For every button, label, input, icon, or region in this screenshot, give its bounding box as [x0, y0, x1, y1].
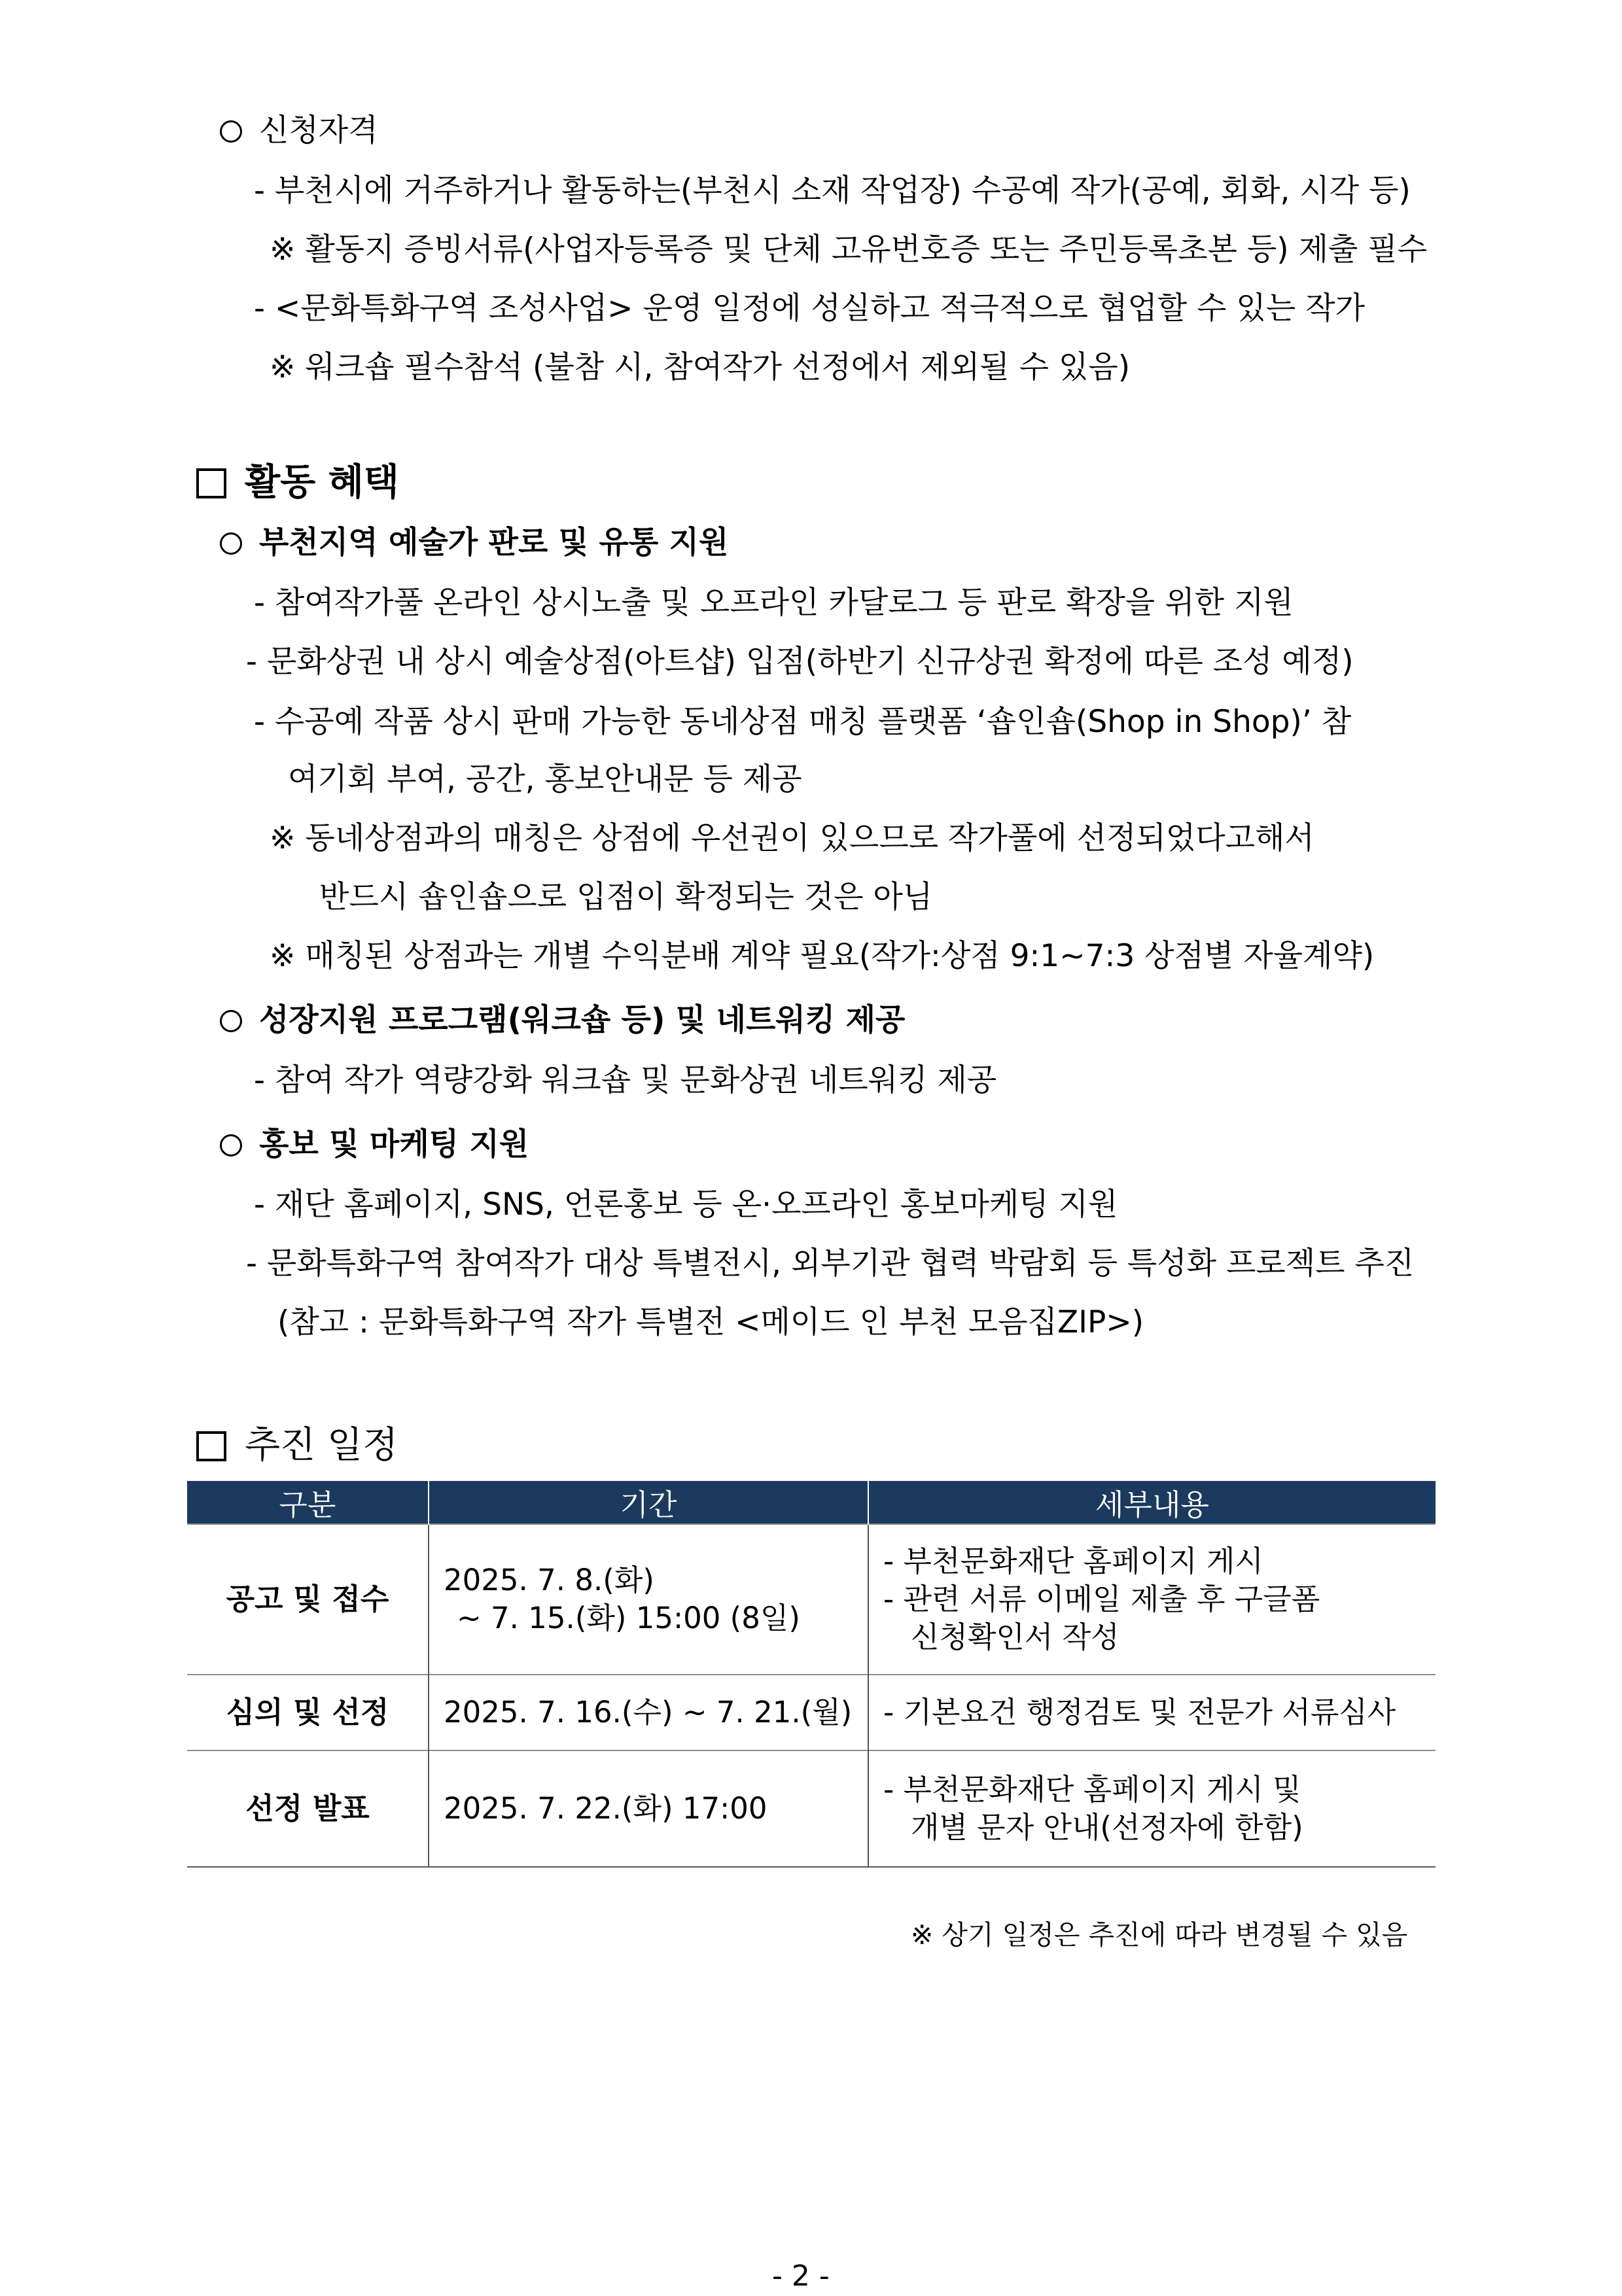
period-line: 2025. 7. 8.(화)	[444, 1563, 654, 1597]
benefits-sub1-heading-text: 부천지역 예술가 판로 및 유통 지원	[259, 525, 729, 561]
circle-bullet-icon	[220, 1134, 242, 1157]
stage-cell: 공고 및 접수	[187, 1524, 429, 1675]
column-header: 구분	[187, 1481, 429, 1524]
period-line: 2025. 7. 22.(화) 17:00	[444, 1791, 767, 1826]
benefits-sub3-line: - 문화특화구역 참여작가 대상 특별전시, 외부기관 협력 박람회 등 특성화 프로젝트 추진	[246, 1245, 1415, 1281]
benefits-sub2-heading-text: 성장지원 프로그램(워크숍 등) 및 네트워킹 제공	[259, 1002, 906, 1038]
circle-bullet-icon	[220, 532, 242, 555]
detail-line: - 부천문화재단 홈페이지 게시	[883, 1544, 1263, 1578]
benefits-section-title	[196, 459, 399, 506]
benefits-sub2-heading	[220, 1001, 905, 1040]
benefits-sub1-line: - 문화상권 내 상시 예술상점(아트샵) 입점(하반기 신규상권 확정에 따른 조성 예정)	[246, 644, 1354, 680]
detail-line: 개별 문자 안내(선정자에 한함)	[911, 1810, 1303, 1845]
detail-line: - 기본요건 행정검토 및 전문가 서류심사	[883, 1695, 1396, 1730]
eligibility-item: - <문화특화구역 조성사업> 운영 일정에 성실하고 적극적으로 협업할 수 있는 작가	[254, 290, 1365, 326]
circle-bullet-icon	[220, 120, 242, 143]
detail-cell	[868, 1750, 1436, 1867]
benefits-sub3-heading-text: 홍보 및 마케팅 지원	[259, 1126, 529, 1162]
detail-cell	[868, 1524, 1436, 1675]
schedule-table	[187, 1481, 1436, 1868]
eligibility-note: ※ 활동지 증빙서류(사업자등록증 및 단체 고유번호증 또는 주민등록초본 등) 제출 필수	[270, 232, 1428, 268]
period-line: 2025. 7. 16.(수) ~ 7. 21.(월)	[444, 1695, 853, 1730]
detail-line: - 관련 서류 이메일 제출 후 구글폼	[883, 1582, 1320, 1616]
table-row	[187, 1524, 1436, 1675]
eligibility-heading	[220, 111, 378, 150]
benefits-sub2-line: - 참여 작가 역량강화 워크숍 및 문화상권 네트워킹 제공	[254, 1062, 997, 1098]
eligibility-heading-text: 신청자격	[259, 113, 378, 148]
schedule-note: ※ 상기 일정은 추진에 따라 변경될 수 있음	[911, 1919, 1408, 1951]
period-line: ~ 7. 15.(화) 15:00 (8일)	[457, 1601, 800, 1635]
period-cell	[429, 1675, 868, 1750]
stage-cell: 심의 및 선정	[187, 1675, 429, 1750]
benefits-sub1-note: ※ 동네상점과의 매칭은 상점에 우선권이 있으므로 작가풀에 선정되었다고해서	[270, 820, 1314, 856]
stage-cell: 선정 발표	[187, 1750, 429, 1867]
eligibility-item: - 부천시에 거주하거나 활동하는(부천시 소재 작업장) 수공예 작가(공예, 회화, 시각 등)	[254, 173, 1411, 209]
schedule-title-text: 추진 일정	[245, 1424, 398, 1467]
detail-cell	[868, 1675, 1436, 1750]
benefits-sub3-heading	[220, 1125, 529, 1164]
circle-bullet-icon	[220, 1010, 242, 1032]
period-cell	[429, 1750, 868, 1867]
benefits-sub1-note: ※ 매칭된 상점과는 개별 수익분배 계약 필요(작가:상점 9:1~7:3 상점별 자율계약)	[270, 938, 1375, 974]
column-header: 기간	[429, 1481, 868, 1524]
benefits-sub3-line: (참고 : 문화특화구역 작가 특별전 <메이드 인 부천 모음집ZIP>)	[277, 1304, 1144, 1340]
benefits-sub1-line: - 참여작가풀 온라인 상시노출 및 오프라인 카달로그 등 판로 확장을 위한 지원	[254, 585, 1294, 621]
table-row	[187, 1675, 1436, 1750]
checkbox-square-icon	[196, 468, 226, 498]
period-cell	[429, 1524, 868, 1675]
benefits-sub3-line: - 재단 홈페이지, SNS, 언론홍보 등 온·오프라인 홍보마케팅 지원	[254, 1187, 1118, 1223]
detail-line: 신청확인서 작성	[911, 1620, 1120, 1654]
eligibility-note: ※ 워크숍 필수참석 (불참 시, 참여작가 선정에서 제외될 수 있음)	[270, 349, 1131, 385]
benefits-sub1-line: 여기회 부여, 공간, 홍보안내문 등 제공	[288, 761, 802, 797]
schedule-header-row	[187, 1481, 1436, 1524]
page-number: - 2 -	[772, 2259, 830, 2293]
checkbox-square-icon	[196, 1431, 226, 1461]
table-row	[187, 1750, 1436, 1867]
benefits-sub1-note: 반드시 숍인숍으로 입점이 확정되는 것은 아님	[319, 879, 933, 915]
detail-line: - 부천문화재단 홈페이지 게시 및	[883, 1772, 1301, 1807]
schedule-section-title	[196, 1422, 398, 1469]
benefits-title-text: 활동 혜택	[245, 461, 399, 504]
column-header: 세부내용	[868, 1481, 1436, 1524]
benefits-sub1-heading	[220, 523, 728, 563]
benefits-sub1-line: - 수공예 작품 상시 판매 가능한 동네상점 매칭 플랫폼 ‘숍인숍(Shop in Shop)’ 참	[254, 704, 1352, 740]
